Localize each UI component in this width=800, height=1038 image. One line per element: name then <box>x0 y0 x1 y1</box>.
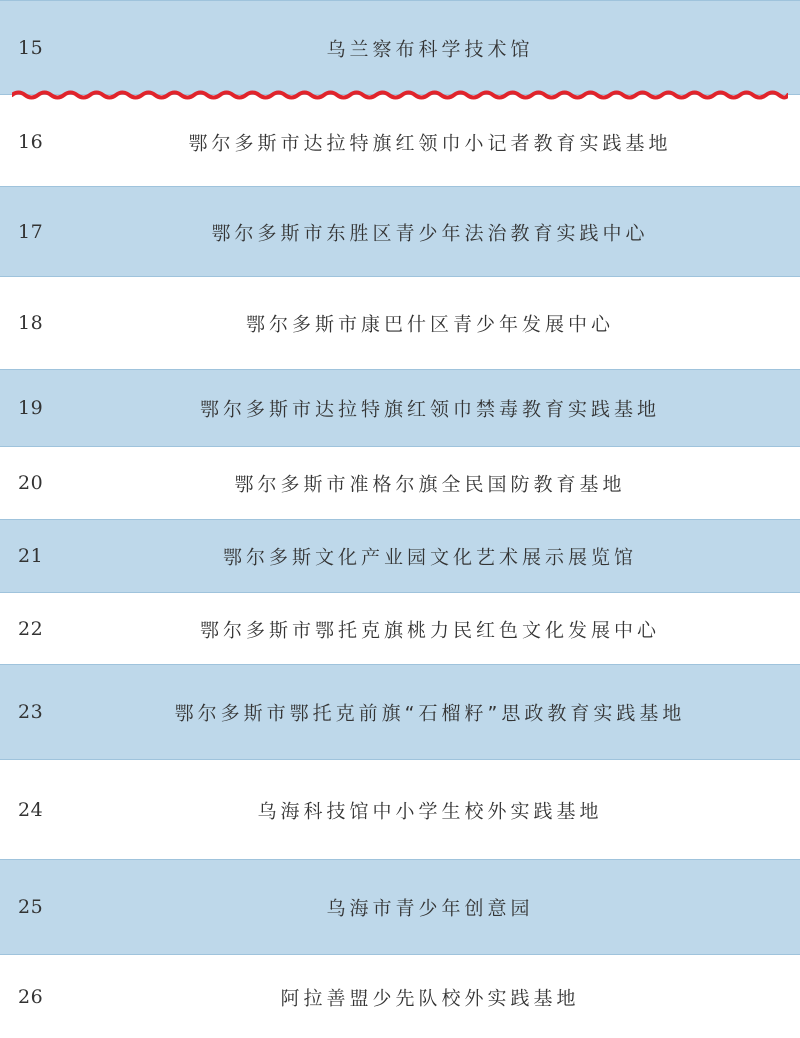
table-row <box>0 447 800 519</box>
row-name: 鄂尔多斯文化产业园文化艺术展示展览馆 <box>222 546 637 569</box>
row-name: 鄂尔多斯市达拉特旗红领巾小记者教育实践基地 <box>188 132 672 155</box>
table-row <box>0 760 800 859</box>
table-row <box>0 593 800 664</box>
table-row <box>0 369 800 447</box>
table-row <box>0 859 800 955</box>
row-name: 鄂尔多斯市达拉特旗红领巾禁毒教育实践基地 <box>199 398 660 421</box>
row-name: 乌兰察布科学技术馆 <box>326 38 534 60</box>
row-number: 25 <box>18 896 44 918</box>
row-number: 18 <box>18 312 44 334</box>
row-number: 19 <box>18 397 44 419</box>
table-row <box>0 277 800 369</box>
table-row <box>0 519 800 593</box>
table-row <box>0 97 800 187</box>
table-row <box>0 955 800 1038</box>
table-row <box>0 0 800 95</box>
row-number: 23 <box>18 701 44 723</box>
row-name: 鄂尔多斯市东胜区青少年法治教育实践中心 <box>211 222 649 244</box>
table-row <box>0 186 800 277</box>
row-number: 20 <box>18 472 44 494</box>
row-number: 15 <box>18 36 44 59</box>
table-row <box>0 664 800 760</box>
row-number: 16 <box>18 131 44 153</box>
row-name: 鄂尔多斯市准格尔旗全民国防教育基地 <box>234 473 626 496</box>
row-number: 17 <box>18 220 44 243</box>
row-number: 22 <box>18 617 44 640</box>
row-number: 24 <box>18 798 44 821</box>
row-number: 26 <box>18 985 44 1008</box>
row-name: 阿拉善盟少先队校外实践基地 <box>280 987 580 1009</box>
row-name: 鄂尔多斯市鄂托克前旗“石榴籽”思政教育实践基地 <box>174 702 686 725</box>
row-number: 21 <box>18 545 44 567</box>
row-name: 鄂尔多斯市鄂托克旗桃力民红色文化发展中心 <box>199 619 660 641</box>
wavy-divider <box>12 86 788 104</box>
row-name: 鄂尔多斯市康巴什区青少年发展中心 <box>245 313 614 336</box>
row-name: 乌海科技馆中小学生校外实践基地 <box>257 800 603 822</box>
row-name: 乌海市青少年创意园 <box>326 897 534 920</box>
